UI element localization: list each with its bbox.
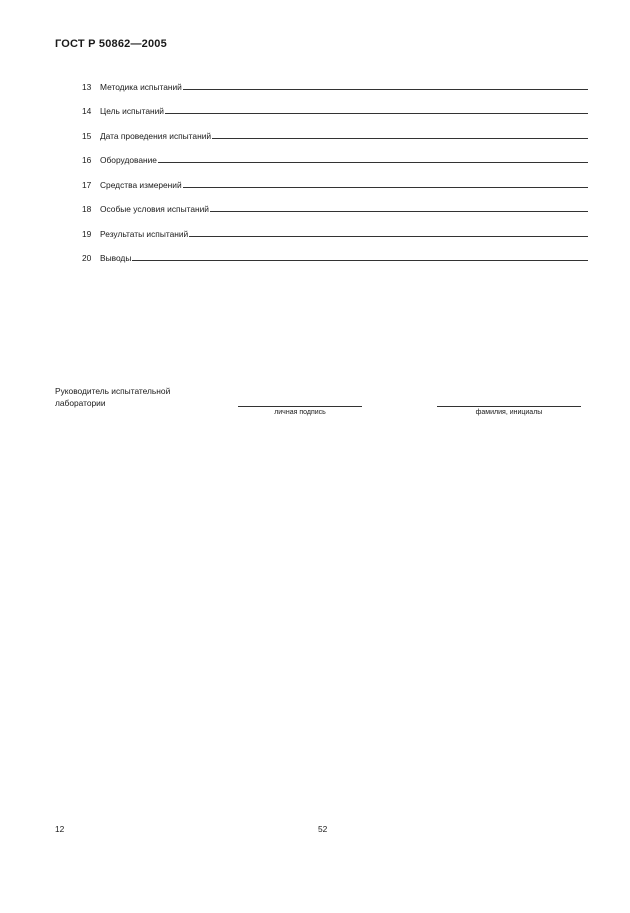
form-fill-line [189,235,588,237]
name-field [437,396,581,416]
form-row-13 [82,67,588,92]
form-row-label: Выводы [100,253,132,263]
form-row-14 [82,92,588,117]
form-row-number: 14 [82,106,92,116]
form-row-number: 18 [82,204,92,214]
name-line [437,396,581,407]
form-fill-line [165,112,588,114]
form-row-label: Особые условия испытаний [100,204,209,214]
signatory-role [55,385,170,409]
form-fill-line [183,88,588,90]
name-caption: фамилия, инициалы [475,409,543,416]
form-row-number: 20 [82,253,92,263]
form-row-18 [82,190,588,215]
form-fill-line [212,137,588,139]
page-number-left: 12 [55,824,65,834]
form-row-label: Результаты испытаний [100,228,189,239]
form-fill-line [132,259,588,261]
document-header-standard: ГОСТ Р 50862—2005 [55,38,167,50]
form-row-19 [82,214,588,239]
form-row-number: 13 [82,81,92,92]
signature-caption: личная подпись [274,409,326,416]
form-row-17 [82,165,588,190]
form-row-20 [82,239,588,264]
signatory-role-line2: лаборатории [55,398,106,408]
form-row-number: 17 [82,179,92,190]
form-fill-line [183,186,588,188]
form-row-number: 15 [82,130,92,141]
form-row-label: Дата проведения испытаний [100,130,212,141]
form-row-label: Методика испытаний [100,81,182,92]
page-number-center: 52 [318,824,328,834]
form-row-label: Средства измерений [100,179,182,190]
form-fill-line [158,161,588,163]
form-row-label: Цель испытаний [100,106,164,116]
signature-line [238,396,362,407]
signature-field [238,396,362,416]
form-row-16 [82,141,588,166]
form-fields-list [82,67,588,263]
form-row-number: 19 [82,228,92,239]
form-fill-line [210,210,588,212]
form-row-label: Оборудование [100,155,157,165]
signatory-role-line1: Руководитель испытательной [55,386,171,396]
form-row-15 [82,116,588,141]
form-row-number: 16 [82,155,92,165]
